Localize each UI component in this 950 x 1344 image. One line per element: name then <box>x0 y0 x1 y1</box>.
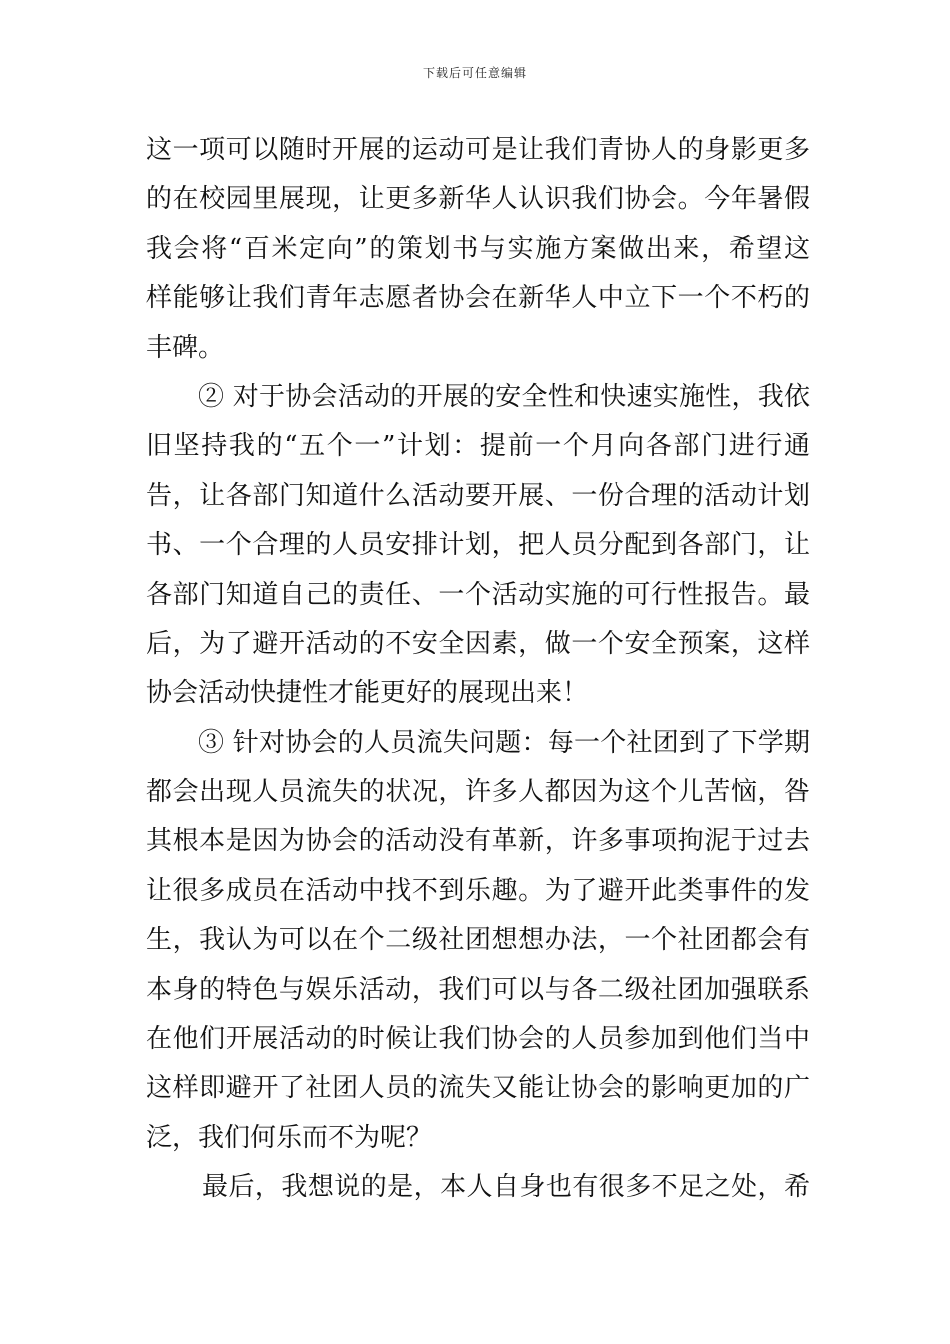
text-line: 最后，我想说的是，本人自身也有很多不足之处，希 <box>202 1172 810 1203</box>
text-line: 生，我认为可以在个二级社团想想办法，一个社团都会有 <box>146 925 810 956</box>
paragraph <box>146 373 810 719</box>
text-line: 旧坚持我的“五个一”计划：提前一个月向各部门进行通 <box>146 431 810 462</box>
paragraph <box>146 126 810 373</box>
text-line: 样能够让我们青年志愿者协会在新华人中立下一个不朽的 <box>146 283 810 314</box>
text-line: ③ 针对协会的人员流失问题：每一个社团到了下学期 <box>198 727 810 758</box>
document-body <box>146 126 810 1213</box>
paragraph <box>146 719 810 1164</box>
text-line: 后，为了避开活动的不安全因素，做一个安全预案，这样 <box>146 628 810 659</box>
text-line: 在他们开展活动的时候让我们协会的人员参加到他们当中 <box>146 1024 810 1055</box>
paragraph <box>146 1163 810 1212</box>
text-line: 我会将“百米定向”的策划书与实施方案做出来，希望这 <box>146 233 810 264</box>
text-line: 这一项可以随时开展的运动可是让我们青协人的身影更多 <box>146 135 810 165</box>
text-line: 这样即避开了社团人员的流失又能让协会的影响更加的广 <box>146 1073 810 1104</box>
text-line: 都会出现人员流失的状况，许多人都因为这个儿苦恼，咎 <box>146 777 810 808</box>
text-line: 其根本是因为协会的活动没有革新，许多事项拘泥于过去 <box>146 826 810 857</box>
text-line: 告，让各部门知道什么活动要开展、一份合理的活动计划 <box>146 480 810 511</box>
text-line: 的在校园里展现，让更多新华人认识我们协会。今年暑假 <box>146 184 810 215</box>
text-line: 各部门知道自己的责任、一个活动实施的可行性报告。最 <box>146 579 810 610</box>
page-header: 下载后可任意编辑 <box>422 66 527 80</box>
text-line: 让很多成员在活动中找不到乐趣。为了避开此类事件的发 <box>146 875 810 906</box>
text-line: 泛，我们何乐而不为呢？ <box>146 1122 433 1153</box>
text-line: 书、一个合理的人员安排计划，把人员分配到各部门，让 <box>146 530 810 561</box>
text-line: 本身的特色与娱乐活动，我们可以与各二级社团加强联系 <box>146 974 810 1005</box>
text-line: ② 对于协会活动的开展的安全性和快速实施性，我依 <box>198 381 810 412</box>
text-line: 丰碑。 <box>146 332 225 363</box>
text-line: 协会活动快捷性才能更好的展现出来！ <box>146 678 589 709</box>
